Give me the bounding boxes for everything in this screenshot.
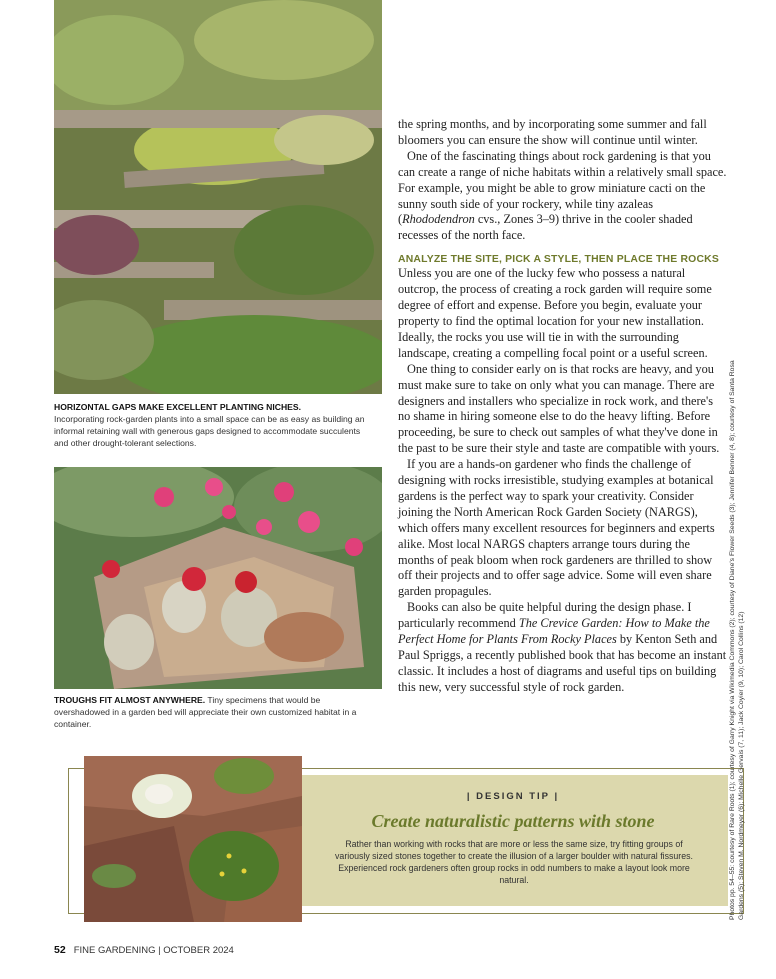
article-paragraph-3: Unless you are one of the lucky few who possess a natural outcrop, the process of creating a rock garden will require some degree of effort and expense. Before you begin, evaluate your property to find the optimal location for your new installation. Ideally, the rocks you use will tie in with the surrounding landscape, creating a compelling focal point or a useful screen. (398, 266, 712, 360)
section-heading: ANALYZE THE SITE, PICK A STYLE, THEN PLACE THE ROCKS (398, 254, 719, 266)
photo1-caption-text: Incorporating rock-garden plants into a small space can be as easy as building an informal retaining wall with generous gaps designed to accommodate succulents and other drought-tolerant selections. (54, 414, 365, 448)
article-paragraph-5: If you are a hands-on gardener who finds the challenge of designing with rocks irresistible, studying examples at botanical gardens is the perfect way to spark your creativity. Consider joining the North American Rock Garden Society (NARGS), which offers many excellent resources for beginners and experts alike. Most local NARGS chapters arrange tours during the months of peak bloom when rock gardeners are thrilled to show off their projects and to offer sage advice. Some will even share garden propagules. (398, 457, 715, 599)
photo2-caption-text: Tiny specimens that would be overshadowed in a garden bed will appreciate their own customized habitat in a container. (54, 695, 357, 729)
article-paragraph-6: Books can also be quite helpful during the design phase. I particularly recommend The Crevice Garden: How to Make the Perfect Home for Plants From Rocky Places by Kenton Seth and Paul Spriggs, a recently published book that has become an instant classic. It includes a host of diagrams and useful tips on building this new, very successful style of rock garden. (398, 600, 727, 694)
article-paragraph-2: One of the fascinating things about rock gardening is that you can create a range of niche habitats within a relatively small space. For example, you might be able to grow miniature cacti on the sunny south side of your rockery, while tiny azaleas (Rhododendron cvs., Zones 3–9) thrive in the cooler shaded recesses of the north face. (398, 148, 727, 243)
photo-credits: Photos pp. 54–55: courtesy of Rare Roots (1); courtesy of Garry Knight via Wikimedia Commons (2); courtesy of Diane's Flower Seeds (3); Jennifer Benner (4, 8); courtesy of Santa Rosa Gardens (5); Steven M. Nordmeyer (6); Michelle Gervais (7, 11); Jack Coyier (9, 10); Carol Collins (12) (729, 360, 745, 920)
rock-wall-photo (54, 0, 382, 394)
photo2-caption-title: TROUGHS FIT ALMOST ANYWHERE. (54, 695, 206, 705)
photo2-caption (54, 694, 374, 730)
photo1-caption-title: HORIZONTAL GAPS MAKE EXCELLENT PLANTING NICHES. (54, 402, 301, 412)
article-paragraph-4: One thing to consider early on is that rocks are heavy, and you must make sure to take on only what you can manage. There are designers and installers who specialize in rock work, and there's no shame in hiring someone else to do the heavy lifting. Before proceeding, be sure to check out samples of what they've done in the past to be sure their style and taste are compatible with yours. (398, 361, 720, 456)
design-tip-photo (84, 756, 302, 922)
page-footer (54, 944, 234, 956)
design-tip-label: | DESIGN TIP | (466, 791, 560, 802)
design-tip-heading: Create naturalistic patterns with stone (371, 811, 655, 831)
publication-name: FINE GARDENING | OCTOBER 2024 (73, 945, 234, 956)
trough-cactus-photo (54, 467, 382, 689)
article-column (398, 117, 728, 696)
photo1-caption (54, 401, 374, 449)
design-tip-body: Rather than working with rocks that are more or less the same size, try fitting groups of variously sized stones together to create the illusion of a larger boulder with natural fissures. Experienced rock gardeners often group rocks in odd numbers to make a layout look more natural. (335, 839, 693, 885)
article-paragraph-1: the spring months, and by incorporating some summer and fall bloomers you can ensure the show will continue until winter. (398, 117, 707, 147)
page-number: 52 (54, 944, 66, 956)
